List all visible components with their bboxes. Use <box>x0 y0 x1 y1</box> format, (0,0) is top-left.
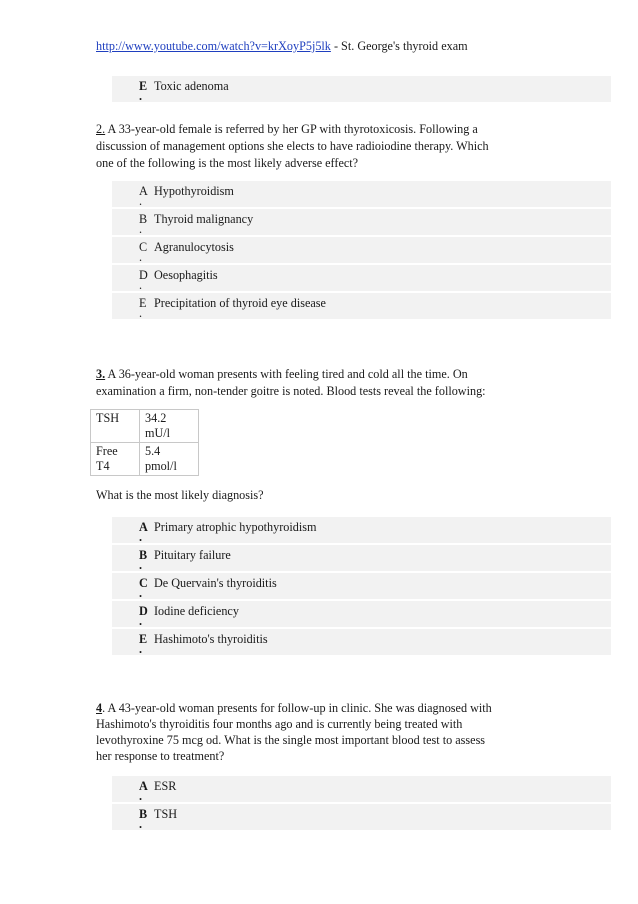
option-dot: . <box>139 278 143 292</box>
q3-options <box>112 517 611 657</box>
option-letter: A <box>139 520 148 534</box>
lab-name: TSH <box>91 410 140 443</box>
option-letter: A <box>139 779 148 793</box>
option-text: Precipitation of thyroid eye disease <box>154 296 326 310</box>
option-text: De Quervain's thyroiditis <box>154 576 277 590</box>
q2-stem-text-1: A 33-year-old female is referred by her GP with thyrotoxicosis. Following a <box>105 122 478 136</box>
option-dot: . <box>139 586 143 600</box>
q2-option-e[interactable] <box>112 293 611 321</box>
option-letter: B <box>139 807 148 821</box>
q4-stem-line-3: levothyroxine 75 mcg od. What is the single most important blood test to assess <box>96 733 486 747</box>
option-letter: D <box>139 268 148 282</box>
option-text: Hashimoto's thyroiditis <box>154 632 268 646</box>
lab-value: 34.2 mU/l <box>140 410 199 443</box>
q4-option-a[interactable] <box>112 776 611 804</box>
option-text: TSH <box>154 807 178 821</box>
option-text: Toxic adenoma <box>154 79 229 93</box>
option-text: Iodine deficiency <box>154 604 239 618</box>
q2-option-c[interactable] <box>112 237 611 265</box>
q4-stem-line-4: her response to treatment? <box>96 749 225 763</box>
q1-option-e[interactable] <box>112 76 611 104</box>
q2-option-d[interactable] <box>112 265 611 293</box>
q3-number: 3. <box>96 367 106 381</box>
q3-stem-text-1: A 36-year-old woman presents with feeling tired and cold all the time. On <box>105 367 468 381</box>
q4-stem-line-2: Hashimoto's thyroiditis four months ago and is currently being treated with <box>96 717 463 731</box>
option-text: Agranulocytosis <box>154 240 234 254</box>
option-text: Oesophagitis <box>154 268 218 282</box>
option-letter: B <box>139 548 148 562</box>
option-dot: . <box>139 789 143 803</box>
q3-option-b[interactable] <box>112 545 611 573</box>
option-letter: B <box>139 212 148 226</box>
source-line <box>96 38 468 54</box>
q3-question: What is the most likely diagnosis? <box>96 488 264 502</box>
q4-stem-text-1: . A 43-year-old woman presents for follow-up in clinic. She was diagnosed with <box>102 701 492 715</box>
option-text: Pituitary failure <box>154 548 231 562</box>
option-dot: . <box>139 614 143 628</box>
q3-option-c[interactable] <box>112 573 611 601</box>
option-dot: . <box>139 558 143 572</box>
table-row <box>91 410 199 443</box>
option-letter: E <box>139 296 147 310</box>
q4-options <box>112 776 611 832</box>
q1-options <box>112 76 611 104</box>
option-dot: . <box>139 306 143 320</box>
option-dot: . <box>139 89 143 103</box>
option-text: Primary atrophic hypothyroidism <box>154 520 317 534</box>
option-dot: . <box>139 194 143 208</box>
q3-option-a[interactable] <box>112 517 611 545</box>
q4-option-b[interactable] <box>112 804 611 832</box>
q2-stem-line-2: discussion of management options she elects to have radioiodine therapy. Which <box>96 139 489 153</box>
option-text: Thyroid malignancy <box>154 212 254 226</box>
q2-options <box>112 181 611 321</box>
option-letter: C <box>139 240 148 254</box>
q2-stem-line-1 <box>96 121 478 137</box>
option-text: Hypothyroidism <box>154 184 234 198</box>
q3-stem-line-2: examination a firm, non-tender goitre is noted. Blood tests reveal the following: <box>96 384 486 398</box>
option-dot: . <box>139 530 143 544</box>
lab-value: 5.4 pmol/l <box>140 443 199 476</box>
q2-option-b[interactable] <box>112 209 611 237</box>
q2-number: 2. <box>96 122 106 136</box>
option-dot: . <box>139 222 143 236</box>
option-dot: . <box>139 250 143 264</box>
q4-number: 4 <box>96 701 103 715</box>
option-letter: E <box>139 79 148 93</box>
option-letter: D <box>139 604 148 618</box>
option-letter: E <box>139 632 148 646</box>
option-letter: A <box>139 184 148 198</box>
q3-option-d[interactable] <box>112 601 611 629</box>
youtube-link[interactable]: http://www.youtube.com/watch?v=krXoyP5j5lk <box>96 39 331 53</box>
source-caption: - St. George's thyroid exam <box>330 39 468 53</box>
q2-stem-line-3: one of the following is the most likely adverse effect? <box>96 156 359 170</box>
q2-option-a[interactable] <box>112 181 611 209</box>
option-dot: . <box>139 642 143 656</box>
lab-name: Free T4 <box>91 443 140 476</box>
q3-option-e[interactable] <box>112 629 611 657</box>
option-letter: C <box>139 576 148 590</box>
option-dot: . <box>139 817 143 831</box>
q4-stem-line-1 <box>96 700 492 716</box>
q3-stem-line-1 <box>96 366 468 382</box>
table-row <box>91 443 199 476</box>
option-text: ESR <box>154 779 177 793</box>
lab-results-table <box>90 409 199 476</box>
